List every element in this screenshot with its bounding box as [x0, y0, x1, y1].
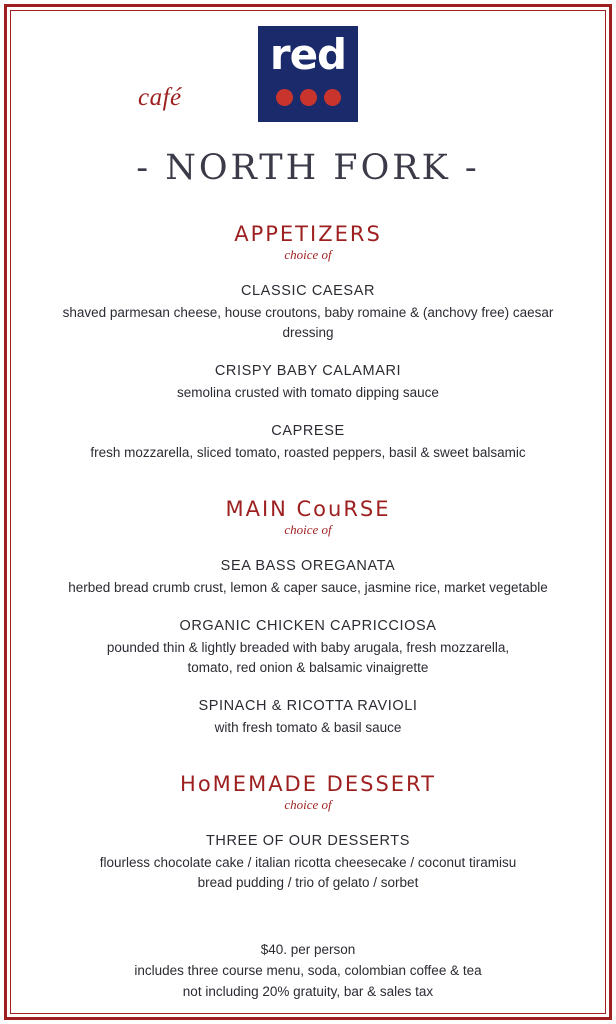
logo-cafe-text: café	[138, 84, 182, 111]
menu-item-name: SPINACH & RICOTTA RAVIOLI	[198, 698, 418, 714]
menu-item	[36, 421, 580, 463]
menu-item-name: ORGANIC CHICKEN CAPRICCIOSA	[179, 618, 437, 634]
section-appetizers	[36, 222, 580, 463]
footer-includes: includes three course menu, soda, colombian coffee & tea	[134, 963, 482, 978]
section-main-course	[36, 497, 580, 738]
menu-item-name: CAPRESE	[271, 423, 345, 439]
footer-excludes: not including 20% gratuity, bar & sales tax	[182, 984, 434, 999]
footer-price: $40. per person	[260, 942, 356, 957]
menu-item	[36, 831, 580, 893]
menu-item	[36, 556, 580, 598]
logo-box	[258, 26, 358, 122]
menu-item	[36, 696, 580, 738]
menu-item-name: CLASSIC CAESAR	[240, 283, 376, 299]
menu-item-name: THREE OF OUR DESSERTS	[205, 833, 411, 849]
menu-item-description: with fresh tomato & basil sauce	[214, 720, 402, 735]
menu-item	[36, 616, 580, 678]
menu-item-description: fresh mozzarella, sliced tomato, roasted peppers, basil & sweet balsamic	[90, 445, 526, 460]
logo	[36, 26, 580, 126]
section-dessert	[36, 772, 580, 893]
logo-brand-text: red	[269, 30, 347, 79]
menu-item-description: semolina crusted with tomato dipping sauce	[177, 385, 439, 400]
menu-item-description: flourless chocolate cake / italian ricotta cheesecake / coconut tiramisu bread pudding / trio of gelato / sorbet	[99, 855, 517, 890]
menu-item-description: shaved parmesan cheese, house croutons, baby romaine & (anchovy free) caesar dressing	[62, 305, 554, 340]
section-heading: MAIN CouRSE	[225, 497, 391, 521]
section-subheading: choice of	[284, 247, 332, 262]
menu-item-description: pounded thin & lightly breaded with baby arugala, fresh mozzarella, tomato, red onion & balsamic vinaigrette	[106, 640, 510, 675]
menu-item-name: SEA BASS OREGANATA	[220, 558, 396, 574]
page-title: - NORTH FORK -	[136, 148, 480, 188]
section-heading: HoMEMADE DESSERT	[180, 772, 436, 796]
footer	[36, 939, 580, 1002]
menu-content	[14, 14, 602, 1010]
menu-item-name: CRISPY BABY CALAMARI	[214, 363, 402, 379]
section-heading: APPETIZERS	[234, 222, 382, 246]
menu-item	[36, 281, 580, 343]
menu-item-description: herbed bread crumb crust, lemon & caper sauce, jasmine rice, market vegetable	[68, 580, 548, 595]
menu-item	[36, 361, 580, 403]
logo-dots-icon	[258, 89, 358, 106]
section-subheading: choice of	[284, 522, 332, 537]
section-subheading: choice of	[284, 797, 332, 812]
